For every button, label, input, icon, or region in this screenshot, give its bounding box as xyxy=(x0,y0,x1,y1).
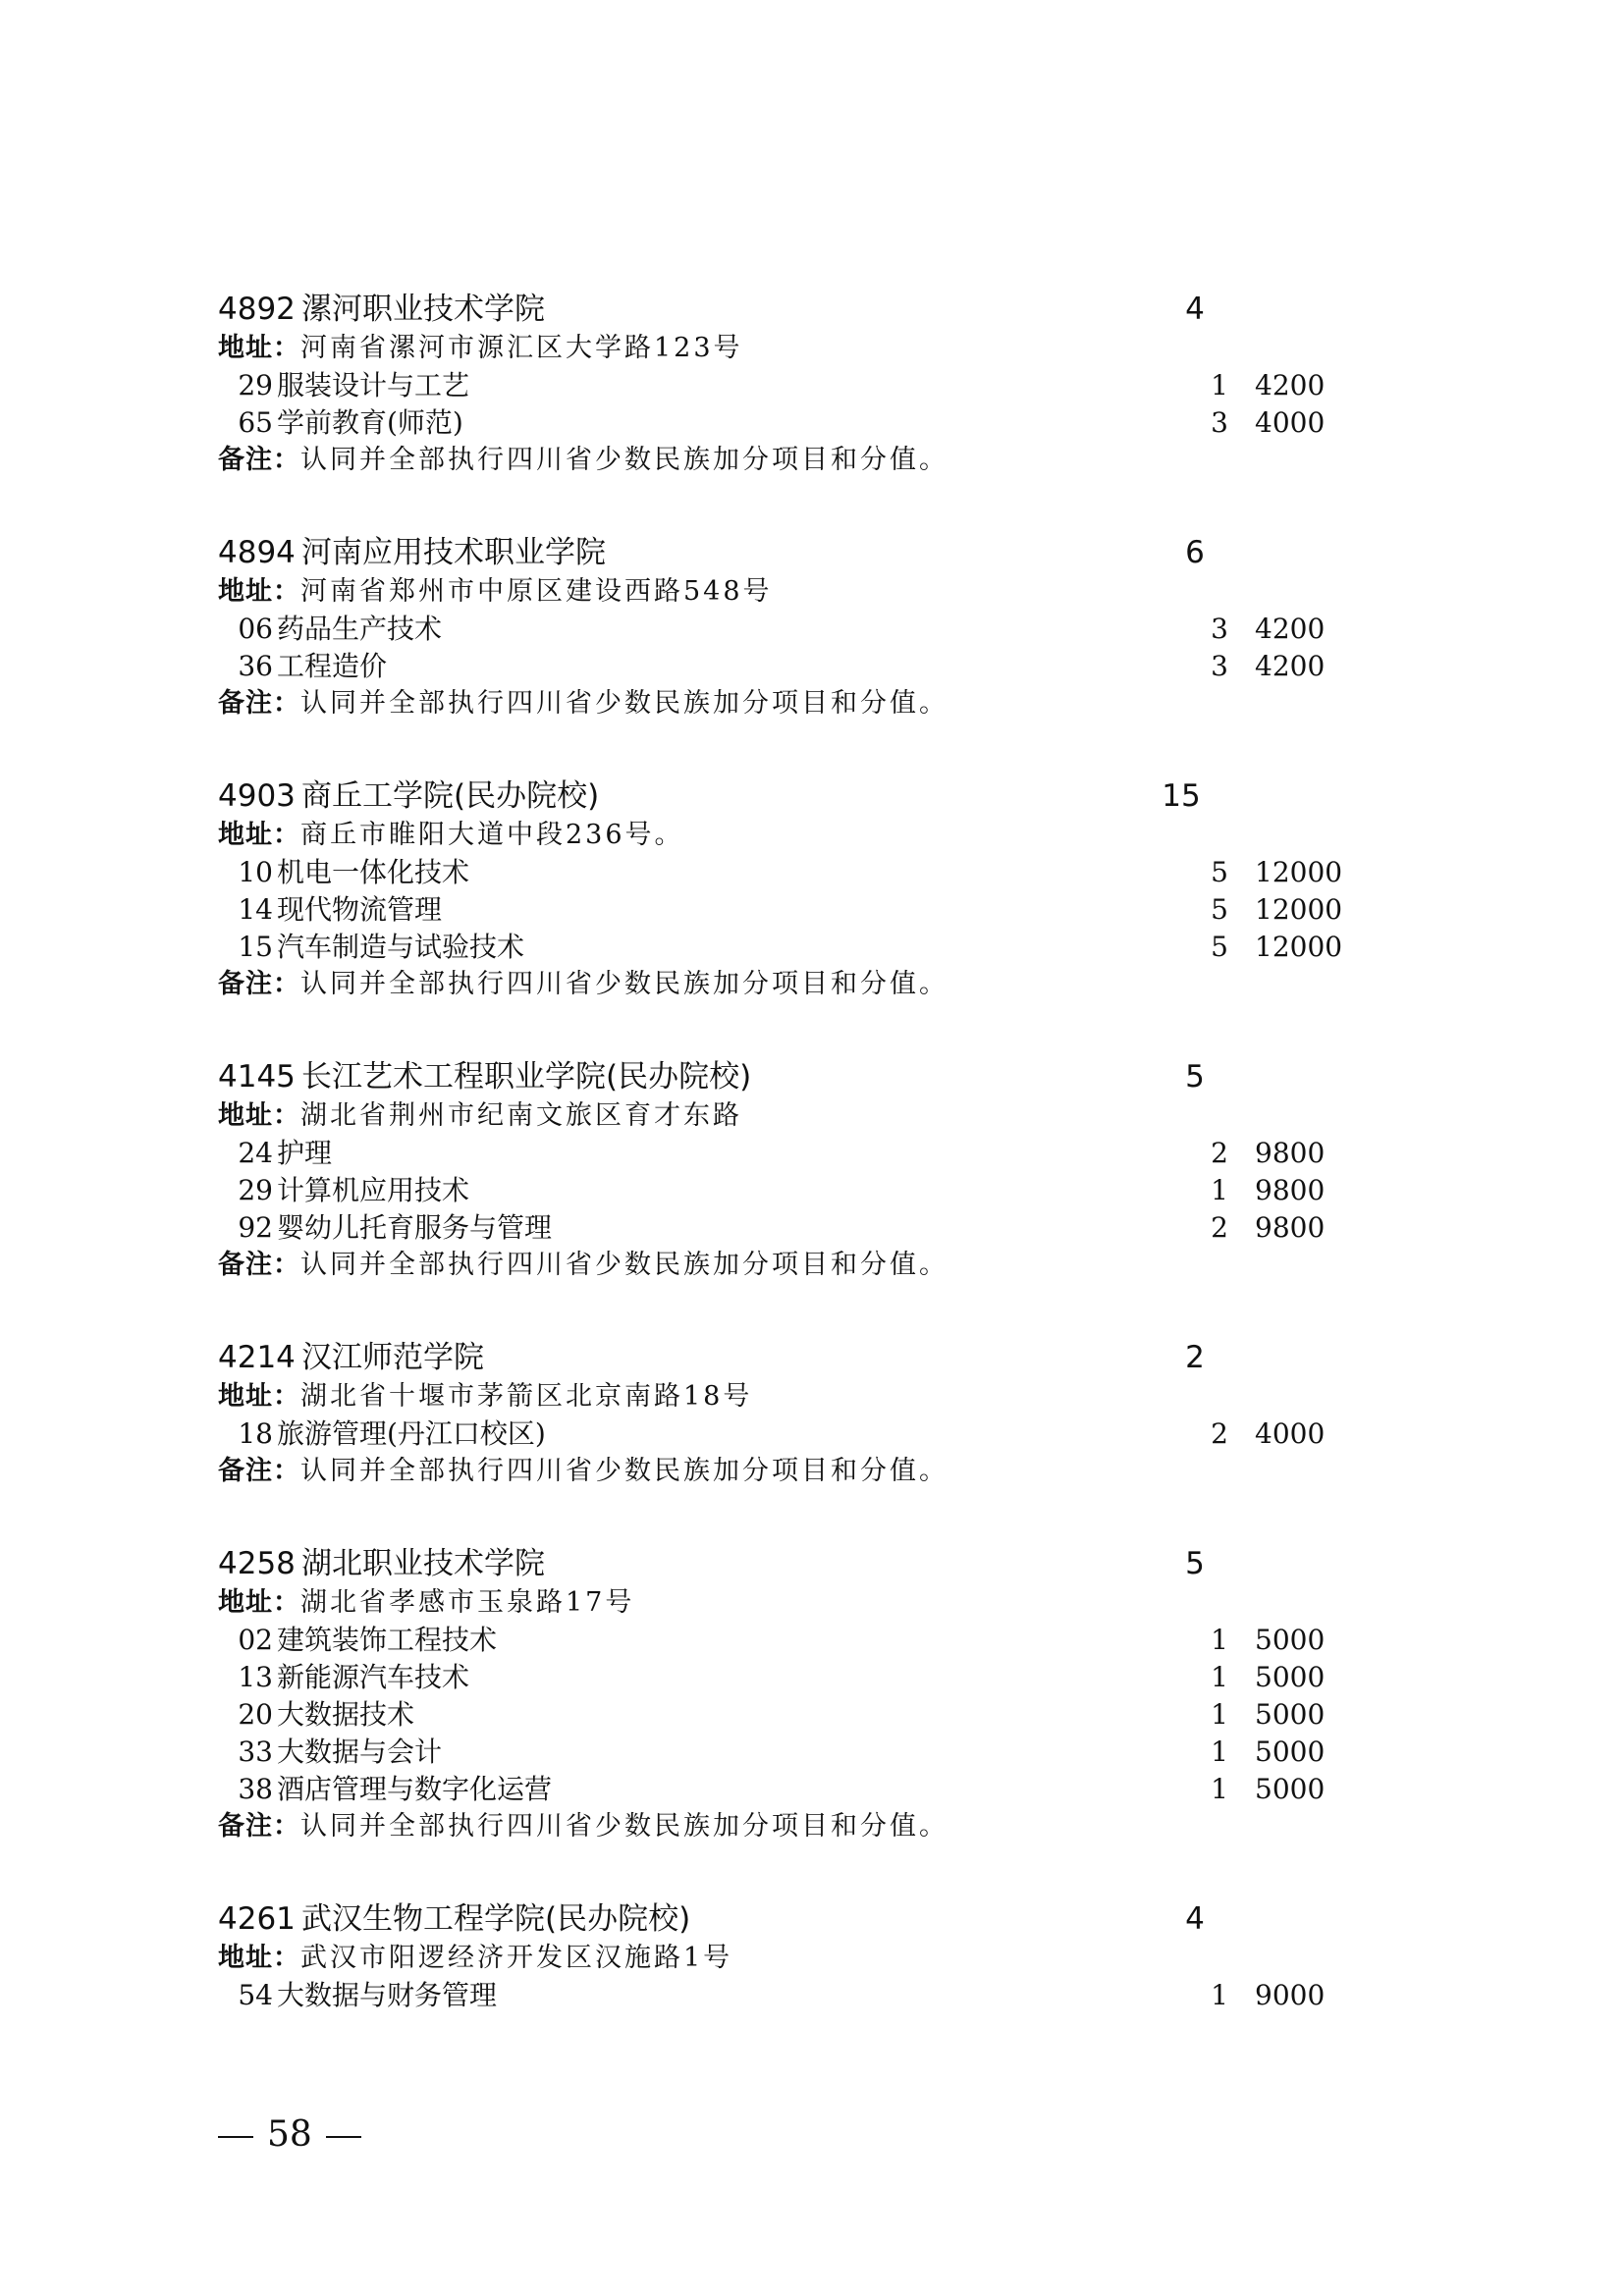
major-count: 5 xyxy=(1211,856,1228,888)
school-quota: 15 xyxy=(1162,778,1201,814)
major-count: 2 xyxy=(1211,1137,1228,1169)
school-code: 4145 xyxy=(218,1059,296,1095)
school-quota: 4 xyxy=(1185,1901,1205,1937)
note-text: 认同并全部执行四川省少数民族加分项目和分值。 xyxy=(300,969,948,999)
address-text: 商丘市睢阳大道中段236号。 xyxy=(300,820,684,850)
major-code: 33 xyxy=(238,1735,273,1768)
major-fee: 9800 xyxy=(1255,1137,1326,1169)
major-fee: 4000 xyxy=(1255,1417,1326,1450)
major-count: 3 xyxy=(1211,650,1228,682)
school-code: 4894 xyxy=(218,535,296,570)
major-count: 1 xyxy=(1211,1979,1228,2011)
major-fee: 4200 xyxy=(1255,613,1326,645)
major-fee: 12000 xyxy=(1255,893,1343,926)
major-fee: 9800 xyxy=(1255,1211,1326,1244)
school-address xyxy=(218,573,1347,611)
major-fee: 9000 xyxy=(1255,1979,1326,2011)
footer-dash-left xyxy=(218,2136,253,2138)
school-address xyxy=(218,1097,1347,1135)
major-count: 3 xyxy=(1211,406,1228,439)
school-quota: 2 xyxy=(1185,1340,1205,1375)
major-row xyxy=(218,1172,1347,1209)
note-text: 认同并全部执行四川省少数民族加分项目和分值。 xyxy=(300,445,948,475)
major-code: 18 xyxy=(238,1417,273,1450)
school-name: 河南应用技术职业学院 xyxy=(301,535,606,570)
school-address xyxy=(218,1940,1347,1977)
major-code: 20 xyxy=(238,1698,273,1731)
major-code: 54 xyxy=(238,1979,273,2011)
school-address xyxy=(218,817,1347,854)
school-header xyxy=(218,1543,1347,1584)
major-count: 1 xyxy=(1211,1698,1228,1731)
address-text: 湖北省荆州市纪南文旅区育才东路 xyxy=(300,1100,742,1131)
major-count: 1 xyxy=(1211,1174,1228,1206)
major-count: 2 xyxy=(1211,1211,1228,1244)
major-row xyxy=(218,1734,1347,1771)
major-fee: 5000 xyxy=(1255,1661,1326,1693)
school-name: 长江艺术工程职业学院(民办院校) xyxy=(301,1059,752,1095)
address-label: 地址： xyxy=(218,576,300,607)
school-entry xyxy=(218,1898,1347,2014)
major-row xyxy=(218,1135,1347,1172)
major-row xyxy=(218,1659,1347,1696)
major-count: 2 xyxy=(1211,1417,1228,1450)
school-name: 湖北职业技术学院 xyxy=(301,1546,545,1581)
school-note xyxy=(218,442,1347,479)
major-code: 14 xyxy=(238,893,273,926)
major-name: 旅游管理(丹江口校区) xyxy=(277,1417,546,1450)
note-label: 备注： xyxy=(218,969,300,999)
major-code: 02 xyxy=(238,1624,273,1656)
major-name: 大数据与财务管理 xyxy=(277,1979,498,2011)
major-name: 护理 xyxy=(277,1137,333,1169)
major-name: 工程造价 xyxy=(277,650,388,682)
note-text: 认同并全部执行四川省少数民族加分项目和分值。 xyxy=(300,1456,948,1486)
note-text: 认同并全部执行四川省少数民族加分项目和分值。 xyxy=(300,1811,948,1842)
school-header xyxy=(218,775,1347,817)
major-row xyxy=(218,1771,1347,1808)
major-fee: 5000 xyxy=(1255,1735,1326,1768)
major-name: 服装设计与工艺 xyxy=(277,369,470,401)
address-label: 地址： xyxy=(218,1100,300,1131)
major-count: 1 xyxy=(1211,1735,1228,1768)
major-fee: 12000 xyxy=(1255,931,1343,963)
major-count: 1 xyxy=(1211,1773,1228,1805)
major-row xyxy=(218,367,1347,404)
major-code: 06 xyxy=(238,613,273,645)
school-header xyxy=(218,1337,1347,1378)
major-name: 大数据技术 xyxy=(277,1698,415,1731)
major-fee: 5000 xyxy=(1255,1773,1326,1805)
address-text: 武汉市阳逻经济开发区汉施路1号 xyxy=(300,1943,733,1973)
school-quota: 5 xyxy=(1185,1546,1205,1581)
school-header xyxy=(218,289,1347,330)
school-header xyxy=(218,532,1347,573)
major-name: 酒店管理与数字化运营 xyxy=(277,1773,553,1805)
major-code: 36 xyxy=(238,650,273,682)
major-row xyxy=(218,1209,1347,1247)
school-name: 漯河职业技术学院 xyxy=(301,292,545,327)
major-name: 计算机应用技术 xyxy=(277,1174,470,1206)
school-note xyxy=(218,966,1347,1003)
school-code: 4261 xyxy=(218,1901,296,1937)
school-address xyxy=(218,330,1347,367)
address-label: 地址： xyxy=(218,1587,300,1618)
major-fee: 4000 xyxy=(1255,406,1326,439)
school-code: 4258 xyxy=(218,1546,296,1581)
note-label: 备注： xyxy=(218,1811,300,1842)
page-footer xyxy=(218,2110,361,2160)
school-entry xyxy=(218,1056,1347,1284)
major-count: 3 xyxy=(1211,613,1228,645)
major-code: 65 xyxy=(238,406,273,439)
address-label: 地址： xyxy=(218,1381,300,1412)
major-fee: 4200 xyxy=(1255,369,1326,401)
major-count: 5 xyxy=(1211,893,1228,926)
major-row xyxy=(218,929,1347,966)
note-label: 备注： xyxy=(218,445,300,475)
school-entry xyxy=(218,775,1347,1003)
school-code: 4892 xyxy=(218,292,296,327)
school-entry xyxy=(218,289,1347,479)
school-note xyxy=(218,1808,1347,1845)
school-header xyxy=(218,1898,1347,1940)
major-fee: 5000 xyxy=(1255,1698,1326,1731)
note-label: 备注： xyxy=(218,1250,300,1280)
major-row xyxy=(218,611,1347,648)
school-name: 商丘工学院(民办院校) xyxy=(301,778,600,814)
major-name: 机电一体化技术 xyxy=(277,856,470,888)
major-row xyxy=(218,854,1347,891)
major-count: 5 xyxy=(1211,931,1228,963)
major-row xyxy=(218,1415,1347,1453)
address-text: 湖北省十堰市茅箭区北京南路18号 xyxy=(300,1381,753,1412)
note-label: 备注： xyxy=(218,1456,300,1486)
school-note xyxy=(218,1247,1347,1284)
school-quota: 5 xyxy=(1185,1059,1205,1095)
major-fee: 4200 xyxy=(1255,650,1326,682)
major-code: 38 xyxy=(238,1773,273,1805)
address-text: 河南省漯河市源汇区大学路123号 xyxy=(300,333,743,363)
school-note xyxy=(218,1453,1347,1490)
major-count: 1 xyxy=(1211,1624,1228,1656)
major-name: 婴幼儿托育服务与管理 xyxy=(277,1211,553,1244)
major-code: 92 xyxy=(238,1211,273,1244)
major-code: 24 xyxy=(238,1137,273,1169)
major-fee: 12000 xyxy=(1255,856,1343,888)
note-label: 备注： xyxy=(218,688,300,719)
school-name: 武汉生物工程学院(民办院校) xyxy=(301,1901,691,1937)
major-row xyxy=(218,1622,1347,1659)
major-fee: 9800 xyxy=(1255,1174,1326,1206)
major-code: 10 xyxy=(238,856,273,888)
major-row xyxy=(218,1977,1347,2014)
major-code: 13 xyxy=(238,1661,273,1693)
school-code: 4903 xyxy=(218,778,296,814)
major-name: 建筑装饰工程技术 xyxy=(277,1624,498,1656)
major-row xyxy=(218,648,1347,685)
major-code: 29 xyxy=(238,1174,273,1206)
school-quota: 4 xyxy=(1185,292,1205,327)
major-row xyxy=(218,404,1347,442)
page-number: 58 xyxy=(267,2114,312,2155)
footer-dash-right xyxy=(326,2136,361,2138)
note-text: 认同并全部执行四川省少数民族加分项目和分值。 xyxy=(300,1250,948,1280)
address-text: 河南省郑州市中原区建设西路548号 xyxy=(300,576,773,607)
major-name: 学前教育(师范) xyxy=(277,406,463,439)
school-entry xyxy=(218,1337,1347,1490)
major-name: 现代物流管理 xyxy=(277,893,443,926)
major-row xyxy=(218,891,1347,929)
school-name: 汉江师范学院 xyxy=(301,1340,484,1375)
address-label: 地址： xyxy=(218,820,300,850)
school-code: 4214 xyxy=(218,1340,296,1375)
note-text: 认同并全部执行四川省少数民族加分项目和分值。 xyxy=(300,688,948,719)
school-header xyxy=(218,1056,1347,1097)
address-text: 湖北省孝感市玉泉路17号 xyxy=(300,1587,635,1618)
major-name: 汽车制造与试验技术 xyxy=(277,931,525,963)
major-count: 1 xyxy=(1211,1661,1228,1693)
school-note xyxy=(218,685,1347,722)
major-name: 药品生产技术 xyxy=(277,613,443,645)
school-entry xyxy=(218,532,1347,722)
school-address xyxy=(218,1584,1347,1622)
major-count: 1 xyxy=(1211,369,1228,401)
major-code: 29 xyxy=(238,369,273,401)
major-name: 大数据与会计 xyxy=(277,1735,443,1768)
major-fee: 5000 xyxy=(1255,1624,1326,1656)
major-row xyxy=(218,1696,1347,1734)
school-address xyxy=(218,1378,1347,1415)
school-quota: 6 xyxy=(1185,535,1205,570)
school-entry xyxy=(218,1543,1347,1845)
address-label: 地址： xyxy=(218,1943,300,1973)
major-code: 15 xyxy=(238,931,273,963)
address-label: 地址： xyxy=(218,333,300,363)
major-name: 新能源汽车技术 xyxy=(277,1661,470,1693)
